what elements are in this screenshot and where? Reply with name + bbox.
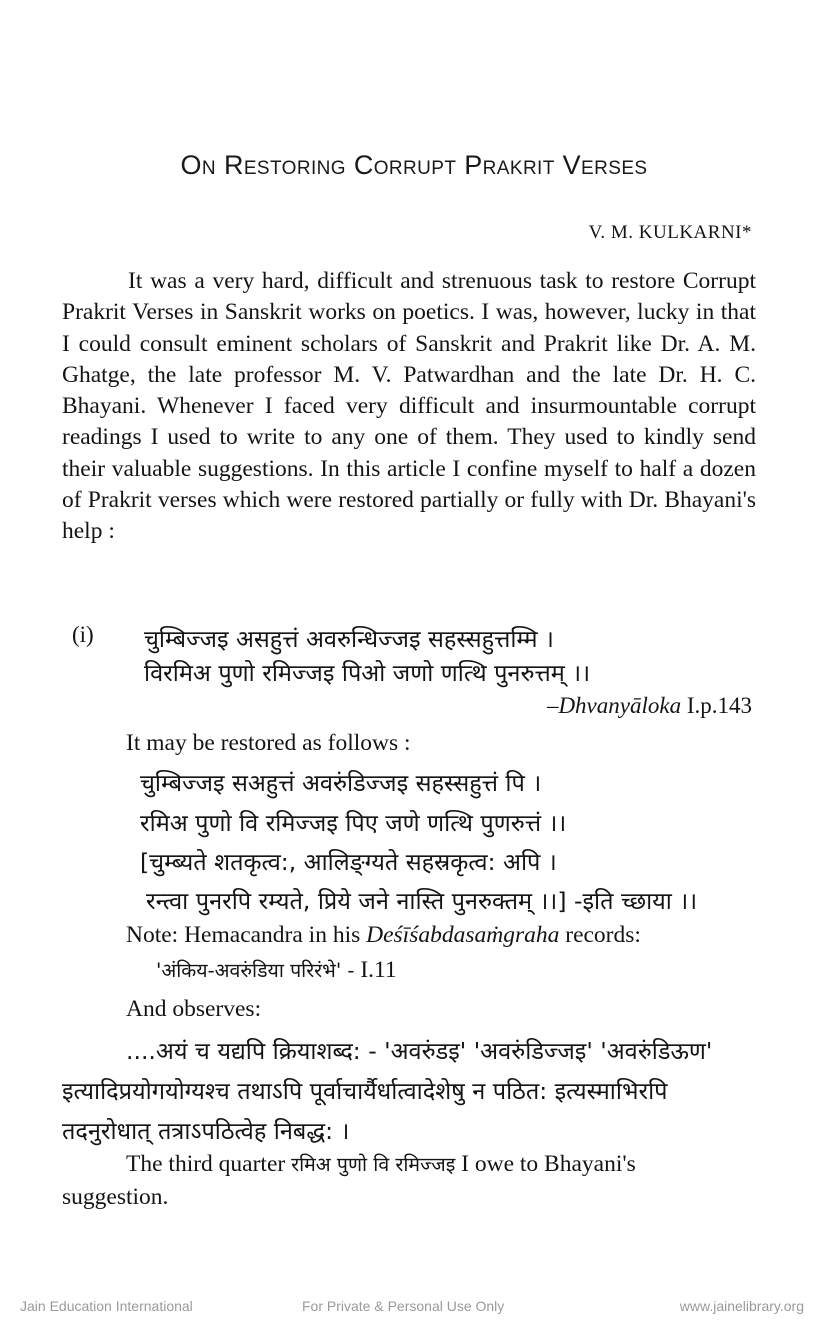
author-name: V. M. KULKARNI*	[588, 222, 752, 243]
note-quote: 'अंकिय-अवरुंडिया परिरंभे' -	[156, 959, 355, 982]
observes-label: And observes:	[126, 996, 262, 1022]
note-line	[126, 922, 641, 949]
verse-number: (i)	[72, 622, 94, 647]
chaya-line-2: रन्त्वा पुनरपि रम्यते, प्रिये जने नास्ति पुनरुक्तम् ।।] -इति च्छाया ।।	[146, 887, 698, 915]
note-prefix: Note: Hemacandra in his	[126, 922, 361, 948]
verse-line-1: चुम्बिज्जइ असहुत्तं अवरुन्धिज्जइ सहस्सहुत्तम्मि ।	[144, 625, 554, 653]
chaya-line-1: [चुम्ब्यते शतकृत्व:, आलिङ्ग्यते सहस्रकृत्व: अपि ।	[140, 848, 557, 876]
observes-line-3: तदनुरोधात् तत्राऽपठित्वेह निबद्ध: ।	[62, 1117, 350, 1145]
closing-deva: रमिअ पुणो वि रमिज्जइ	[291, 1153, 456, 1176]
note-ref: I.11	[360, 957, 397, 983]
source-title: –Dhvanyāloka	[546, 693, 682, 718]
footer-link[interactable]: www.jainelibrary.org	[679, 1298, 804, 1314]
closing-pre: The third quarter	[126, 1151, 286, 1177]
intro-paragraph: It was a very hard, difficult and strenuous task to restore Corrupt Prakrit Verses in Sanskrit works on poetics. I was, however, lucky in that I could consult eminent scholars of Sanskrit and Prakrit like Dr. A. M. Ghatge, the late professor M. V. Patwardhan and the late Dr. H. C. Bhayani. Whenever I faced very difficult and insurmountable corrupt readings I used to write to any one of them. They used to kindly send their valuable suggestions. In this article I confine myself to half a dozen of Prakrit verses which were restored partially or fully with Dr. Bhayani's help :	[62, 268, 756, 545]
footer-center: For Private & Personal Use Only	[302, 1298, 505, 1314]
restored-line-2: रमिअ पुणो वि रमिज्जइ पिए जणे णत्थि पुणरुत्तं ।।	[140, 809, 567, 837]
observes-line-2: इत्यादिप्रयोगयोग्यश्च तथाऽपि पूर्वाचार्यैर्धात्वादेशेषु न पठित: इत्यस्माभिरपि	[62, 1077, 668, 1105]
note-quote-line	[156, 956, 397, 984]
article-title: On Restoring Corrupt Prakrit Verses	[180, 150, 648, 180]
restored-line-1: चुम्बिज्जइ सअहुत्तं अवरुंडिज्जइ सहस्सहुत्तं पि ।	[140, 769, 542, 797]
verse-line-2: विरमिअ पुणो रमिज्जइ पिओ जणो णत्थि पुनरुत्तम् ।।	[144, 659, 591, 687]
closing-line-2: suggestion.	[62, 1184, 169, 1210]
restored-intro: It may be restored as follows :	[126, 730, 411, 756]
verse-source	[547, 693, 752, 719]
closing-line	[126, 1150, 636, 1178]
footer-left: Jain Education International	[20, 1298, 193, 1314]
note-work-title: Deśīśabdasaṁgraha	[366, 922, 560, 948]
closing-post: I owe to Bhayani's	[461, 1151, 636, 1177]
note-suffix: records:	[565, 922, 641, 948]
observes-line-1: ....अयं च यद्यपि क्रियाशब्द: - 'अवरुंडइ' 'अवरुंडिज्जइ' 'अवरुंडिऊण'	[126, 1037, 713, 1065]
source-ref: I.p.143	[686, 693, 752, 718]
